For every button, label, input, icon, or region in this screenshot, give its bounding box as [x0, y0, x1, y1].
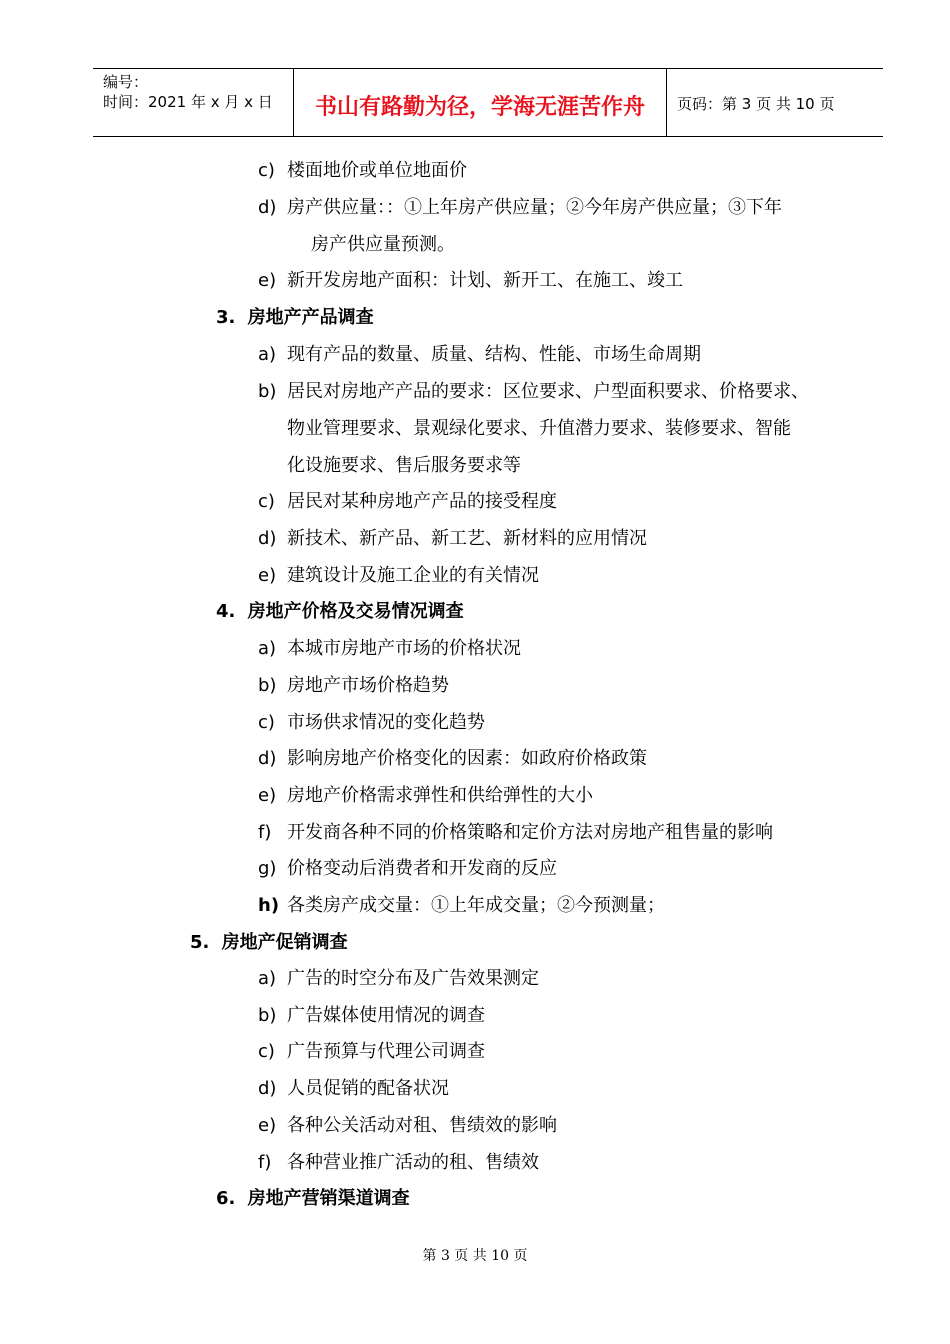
- list-text: 影响房地产价格变化的因素：如政府价格政策: [287, 748, 647, 769]
- page-footer: 第 3 页 共 10 页: [422, 1248, 528, 1264]
- code-label: 编号：: [103, 73, 149, 91]
- list-marker: a): [258, 638, 277, 659]
- section-number: 4.: [216, 601, 236, 622]
- date-label: 时间：2021 年 x 月 x 日: [103, 93, 273, 111]
- list-marker: d): [258, 528, 277, 549]
- list-marker: c): [258, 160, 275, 181]
- list-marker: c): [258, 712, 275, 733]
- section-heading: [190, 931, 348, 955]
- page-header: [93, 68, 883, 137]
- list-marker: b): [258, 381, 277, 402]
- section-number: 5.: [190, 932, 210, 953]
- list-text: 现有产品的数量、质量、结构、性能、市场生命周期: [287, 344, 701, 365]
- header-motto-cell: [294, 69, 667, 136]
- list-marker: e): [258, 565, 277, 586]
- list-marker: e): [258, 785, 277, 806]
- list-marker: e): [258, 270, 277, 291]
- list-marker: b): [258, 1005, 277, 1026]
- list-text: 人员促销的配备状况: [287, 1078, 449, 1099]
- list-marker: h): [258, 895, 280, 916]
- list-text: 楼面地价或单位地面价: [287, 160, 467, 181]
- list-marker: b): [258, 675, 277, 696]
- list-text: 广告媒体使用情况的调查: [287, 1005, 485, 1026]
- section-number: 6.: [216, 1188, 236, 1209]
- list-marker: c): [258, 1041, 275, 1062]
- list-text: 各种营业推广活动的租、售绩效: [287, 1152, 539, 1173]
- list-text: 房地产市场价格趋势: [287, 675, 449, 696]
- section-heading: [216, 306, 374, 330]
- section-title: 房地产促销调查: [221, 932, 348, 953]
- section-heading: [216, 600, 464, 624]
- list-marker: e): [258, 1115, 277, 1136]
- list-marker: d): [258, 748, 277, 769]
- section-heading: [216, 1187, 410, 1211]
- list-marker: c): [258, 491, 275, 512]
- header-page-cell: [667, 69, 883, 136]
- list-text-continuation: 化设施要求、售后服务要求等: [287, 455, 521, 476]
- list-text: 广告预算与代理公司调查: [287, 1041, 485, 1062]
- list-text: 市场供求情况的变化趋势: [287, 712, 485, 733]
- list-text: 新技术、新产品、新工艺、新材料的应用情况: [287, 528, 647, 549]
- section-number: 3.: [216, 307, 236, 328]
- motto: 书山有路勤为径，学海无涯苦作舟: [314, 95, 645, 120]
- list-text: 各种公关活动对租、售绩效的影响: [287, 1115, 557, 1136]
- list-text: 居民对房地产产品的要求：区位要求、户型面积要求、价格要求、: [287, 381, 809, 402]
- list-marker: f): [258, 1152, 272, 1173]
- list-text: 居民对某种房地产产品的接受程度: [287, 491, 557, 512]
- list-text: 房地产价格需求弹性和供给弹性的大小: [287, 785, 593, 806]
- list-text: 价格变动后消费者和开发商的反应: [287, 858, 557, 879]
- section-title: 房地产产品调查: [247, 307, 374, 328]
- list-text-continuation: 房产供应量预测。: [311, 234, 455, 255]
- list-marker: d): [258, 197, 277, 218]
- section-title: 房地产营销渠道调查: [247, 1188, 410, 1209]
- list-text: 本城市房地产市场的价格状况: [287, 638, 521, 659]
- list-text: 建筑设计及施工企业的有关情况: [287, 565, 539, 586]
- list-text: 各类房产成交量：①上年成交量；②今预测量；: [287, 895, 665, 916]
- list-marker: a): [258, 344, 277, 365]
- list-marker: d): [258, 1078, 277, 1099]
- list-text: 广告的时空分布及广告效果测定: [287, 968, 539, 989]
- list-text-continuation: 物业管理要求、景观绿化要求、升值潜力要求、装修要求、智能: [287, 418, 791, 439]
- page-info: 页码：第 3 页 共 10 页: [677, 95, 835, 113]
- list-text: 新开发房地产面积：计划、新开工、在施工、竣工: [287, 270, 683, 291]
- list-marker: f): [258, 822, 272, 843]
- list-text: 开发商各种不同的价格策略和定价方法对房地产租售量的影响: [287, 822, 773, 843]
- list-marker: g): [258, 858, 277, 879]
- list-text: 房产供应量：：①上年房产供应量；②今年房产供应量；③下年: [287, 197, 782, 218]
- header-meta-cell: [93, 69, 294, 136]
- section-title: 房地产价格及交易情况调查: [247, 601, 464, 622]
- list-marker: a): [258, 968, 277, 989]
